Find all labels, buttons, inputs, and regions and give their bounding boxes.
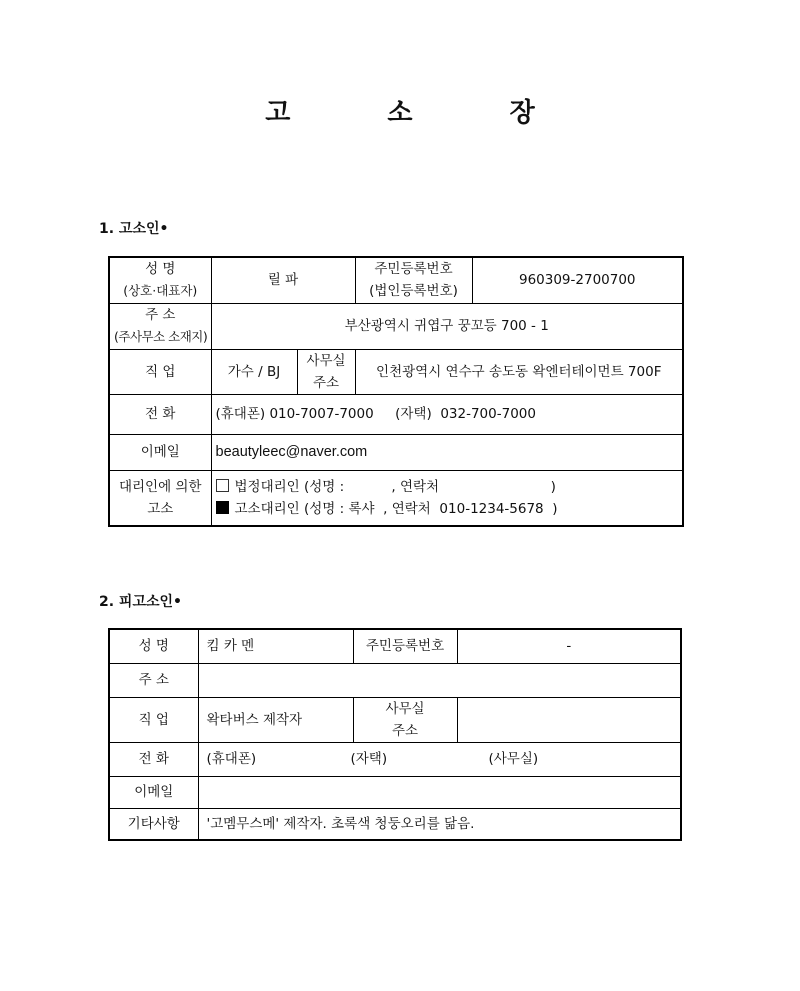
defendant-email-value (198, 776, 681, 808)
complainant-agent-label: 대리인에 의한 고소 (109, 470, 211, 526)
defendant-office-label: 사무실 주소 (353, 697, 457, 742)
defendant-name-value: 킴 카 멘 (198, 629, 353, 663)
complainant-email-value: beautyleec@naver.com (211, 434, 683, 470)
complainant-phone-row (109, 394, 683, 434)
complainant-name-row (109, 257, 683, 303)
defendant-job-label: 직 업 (109, 697, 198, 742)
document-title: 고 소 장 (265, 98, 579, 128)
complainant-agent-row (109, 470, 683, 526)
complainant-address-row (109, 303, 683, 349)
defendant-phone-mobile: (휴대폰) (206, 751, 257, 767)
defendant-job-value: 왁타버스 제작자 (198, 697, 353, 742)
complainant-agent-options (211, 470, 683, 526)
complainant-office-label: 사무실 주소 (297, 349, 355, 394)
complainant-phone-value: (휴대폰) 010-7007-7000 (자택) 032-700-7000 (211, 394, 683, 434)
complainant-section-title: 1. 고소인• (99, 221, 169, 237)
defendant-office-value (457, 697, 681, 742)
defendant-etc-label: 기타사항 (109, 808, 198, 840)
defendant-phone-row (109, 742, 681, 776)
agent-legal-option[interactable]: 법정대리인 (성명 : , 연락처 ) (216, 476, 679, 498)
complainant-email-row (109, 434, 683, 470)
defendant-phone-office: (사무실) (488, 751, 539, 767)
complainant-name-value: 릴 파 (211, 257, 355, 303)
complainant-table (108, 256, 684, 527)
complainant-address-value: 부산광역시 귀엽구 꿍꼬등 700 - 1 (211, 303, 683, 349)
complainant-id-label: 주민등록번호 (법인등록번호) (355, 257, 472, 303)
defendant-address-row (109, 663, 681, 697)
defendant-phone-label: 전 화 (109, 742, 198, 776)
defendant-etc-value: '고멤무스메' 제작자. 초록색 청둥오리를 닮음. (198, 808, 681, 840)
complainant-email-label: 이메일 (109, 434, 211, 470)
defendant-email-label: 이메일 (109, 776, 198, 808)
defendant-email-row (109, 776, 681, 808)
defendant-name-label: 성 명 (109, 629, 198, 663)
defendant-name-row (109, 629, 681, 663)
defendant-table (108, 628, 682, 841)
agent-complaint-option[interactable]: 고소대리인 (성명 : 록샤 , 연락처 010-1234-5678 ) (216, 498, 679, 520)
defendant-phone-value (198, 742, 681, 776)
complainant-job-label: 직 업 (109, 349, 211, 394)
complainant-name-label: 성 명 (상호·대표자) (109, 257, 211, 303)
defendant-address-label: 주 소 (109, 663, 198, 697)
defendant-id-value: - (457, 629, 681, 663)
defendant-section-title: 2. 피고소인• (99, 594, 182, 610)
unchecked-box-icon[interactable] (216, 479, 229, 492)
complainant-job-value: 가수 / BJ (211, 349, 297, 394)
checked-box-icon[interactable] (216, 501, 229, 514)
defendant-phone-home: (자택) (350, 751, 388, 767)
complainant-id-value: 960309-2700700 (472, 257, 683, 303)
defendant-address-value (198, 663, 681, 697)
complainant-phone-label: 전 화 (109, 394, 211, 434)
defendant-id-label: 주민등록번호 (353, 629, 457, 663)
complainant-address-label: 주 소 (주사무소 소재지) (109, 303, 211, 349)
complainant-job-row (109, 349, 683, 394)
defendant-job-row (109, 697, 681, 742)
defendant-etc-row (109, 808, 681, 840)
complainant-office-value: 인천광역시 연수구 송도동 왁엔터테이먼트 700F (355, 349, 683, 394)
